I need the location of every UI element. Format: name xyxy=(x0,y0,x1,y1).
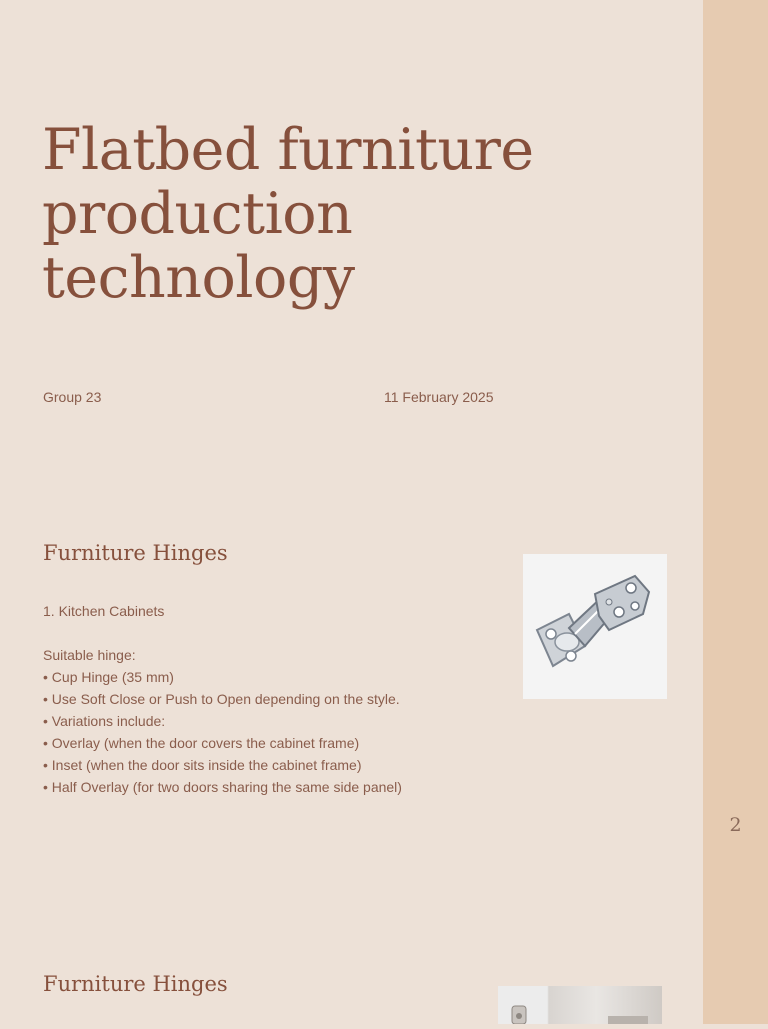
section-body xyxy=(43,600,423,798)
suitable-hinge-label: Suitable hinge: xyxy=(43,647,136,663)
hinge-photo xyxy=(523,554,667,699)
page-number: 2 xyxy=(729,814,742,836)
bullet-item: • Use Soft Close or Push to Open depending on the style. xyxy=(43,691,400,707)
bullet-item: • Inset (when the door sits inside the cabinet frame) xyxy=(43,757,362,773)
bullet-item: • Overlay (when the door covers the cabinet frame) xyxy=(43,735,360,751)
cup-hinge-image xyxy=(523,554,667,699)
hinge-image-partial xyxy=(498,986,662,1024)
hinge-photo-2 xyxy=(498,986,662,1024)
title-line: Flatbed furniture xyxy=(42,117,534,183)
document-title xyxy=(42,118,662,310)
sidebar-panel xyxy=(703,0,768,1024)
list-item-heading: 1. Kitchen Cabinets xyxy=(43,603,165,619)
section-heading: Furniture Hinges xyxy=(43,541,228,565)
section-heading-2: Furniture Hinges xyxy=(43,972,228,996)
bullet-item: • Variations include: xyxy=(43,713,166,729)
title-line: production xyxy=(42,181,353,247)
date-label: 11 February 2025 xyxy=(384,389,494,405)
group-label: Group 23 xyxy=(43,389,102,405)
title-line: technology xyxy=(42,245,355,311)
bullet-item: • Cup Hinge (35 mm) xyxy=(43,669,174,685)
bullet-item: • Half Overlay (for two doors sharing the same side panel) xyxy=(43,779,402,795)
